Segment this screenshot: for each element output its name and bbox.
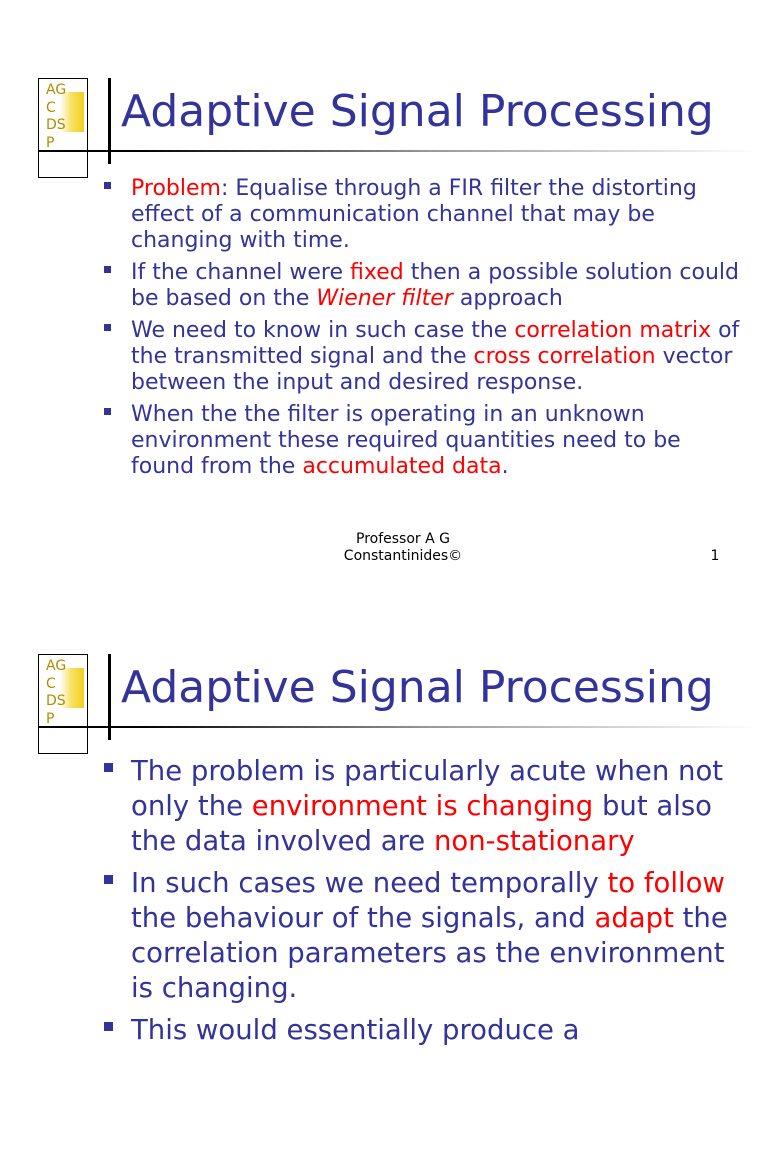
agcdsp-logo (38, 654, 88, 754)
logo-line: C (46, 675, 56, 692)
bullet-item (104, 176, 744, 254)
highlighted-text: to follow (607, 867, 725, 899)
bullet-text: then a possible solution could be based on the (131, 260, 739, 311)
bullet-text: We need to know in such case the (131, 318, 515, 343)
bullet-square-icon (104, 875, 113, 884)
bullet-text: If the channel were (131, 260, 350, 285)
bullet-item (104, 866, 744, 1006)
bullet-square-icon (104, 763, 113, 772)
logo-line: DS (46, 693, 66, 709)
bullet-item (104, 260, 744, 312)
bullet-text: : Equalise through a FIR filter the distorting effect of a communication channel that may be changing with time. (131, 176, 697, 253)
bullet-item (104, 402, 744, 480)
logo-text (46, 82, 66, 152)
highlighted-text: cross correlation (473, 344, 656, 369)
agcdsp-logo (38, 78, 88, 178)
logo-line: DS (46, 117, 66, 133)
logo-text (46, 658, 66, 728)
footer-author: Professor A G Constantinides© (343, 531, 463, 564)
bullet-text: This would essentially produce a (131, 1014, 580, 1046)
bullet-text: of the transmitted signal and the (131, 318, 740, 369)
logo-line: AG (46, 658, 67, 674)
bullet-item (104, 1013, 744, 1048)
title-horizontal-rule (38, 726, 758, 728)
bullet-text: approach (452, 286, 563, 311)
highlighted-text: accumulated data (302, 454, 502, 479)
slide-title: Adaptive Signal Processing (121, 86, 714, 137)
highlighted-text: correlation matrix (514, 318, 712, 343)
logo-line: AG (46, 82, 67, 98)
highlighted-text: adapt (594, 902, 674, 934)
bullet-list (104, 176, 744, 486)
bullet-text: When the the filter is operating in an unknown environment these required quantities need to be found from the (131, 402, 681, 479)
bullet-square-icon (104, 408, 111, 415)
slide-2 (0, 576, 768, 1152)
title-horizontal-rule (38, 150, 758, 152)
bullet-list (104, 754, 744, 1055)
bullet-text: but also the data involved are (131, 790, 712, 857)
bullet-text: vector between the input and desired response. (131, 344, 733, 395)
bullet-text: the correlation parameters as the environment is changing. (131, 902, 728, 1004)
highlighted-text: Wiener filter (316, 286, 453, 311)
bullet-square-icon (104, 1022, 113, 1031)
bullet-square-icon (104, 266, 111, 273)
highlighted-text: environment is changing (251, 790, 594, 822)
logo-line: P (46, 710, 55, 727)
bullet-text: the behaviour of the signals, and (131, 902, 595, 934)
bullet-item (104, 754, 744, 859)
highlighted-text: Problem (131, 176, 221, 201)
logo-line: C (46, 99, 56, 116)
bullet-item (104, 318, 744, 396)
logo-line: P (46, 134, 55, 151)
page-number: 1 (710, 548, 720, 564)
bullet-square-icon (104, 182, 111, 189)
bullet-text: In such cases we need temporally (131, 867, 608, 899)
slide-title: Adaptive Signal Processing (121, 662, 714, 713)
bullet-text: . (501, 454, 509, 479)
highlighted-text: fixed (350, 260, 404, 285)
highlighted-text: non-stationary (433, 825, 635, 857)
bullet-text: The problem is particularly acute when not only the (131, 755, 724, 822)
bullet-square-icon (104, 324, 111, 331)
